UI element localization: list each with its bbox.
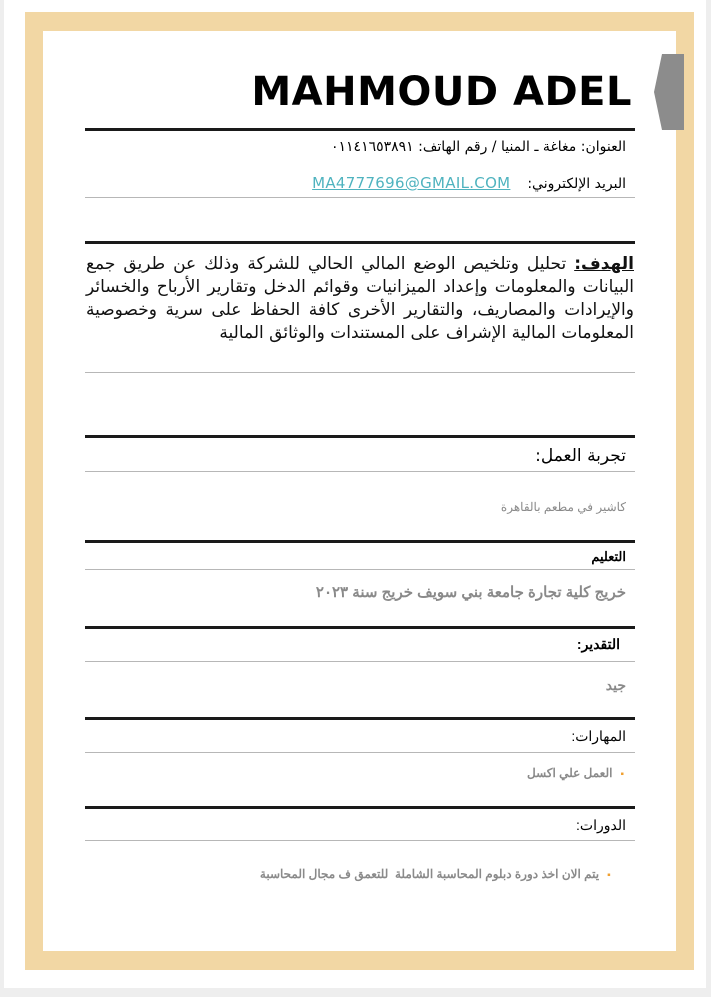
education-item: خريج كلية تجارة جامعة بني سويف خريج سنة ٢٠٢٣ xyxy=(315,584,626,601)
contact-address-phone: العنوان: مغاغة ـ المنيا / رقم الهاتف: ٠١١٤١٦٥٣٨٩١ xyxy=(330,139,626,155)
skills-heading: المهارات: xyxy=(571,728,626,744)
courses-list-item xyxy=(260,853,624,895)
course-label: يتم الان اخذ دورة دبلوم المحاسبة الشاملة للتعمق ف مجال المحاسبة xyxy=(259,867,600,881)
contact-email-row xyxy=(312,174,626,192)
email-label: البريد الإلكتروني: xyxy=(527,176,626,192)
page-content-area xyxy=(43,31,676,951)
divider-thin xyxy=(85,752,635,753)
divider-thin xyxy=(85,197,635,198)
side-tab-decoration xyxy=(654,54,684,130)
objective-text: تحليل وتلخيص الوضع المالي الحالي للشركة وذلك عن طريق جمع البيانات والمعلومات وإعداد الميزانيات وقوائم الدخل وتقارير الأرباح والخسائر والإيرادات والمصاريف، والتقارير الأخرى كافة الحفاظ على سرية وخصوصية المعلومات المالية الإشراف على المستندات والوثائق المالية xyxy=(86,254,634,343)
objective-label: الهدف: xyxy=(574,254,634,274)
divider-thick xyxy=(85,128,635,131)
document-page xyxy=(4,0,706,988)
divider-thick xyxy=(85,540,635,543)
divider-thin xyxy=(85,471,635,472)
bullet-icon: ▪ xyxy=(620,769,624,780)
divider-thick xyxy=(85,241,635,244)
divider-thin xyxy=(85,840,635,841)
grade-heading: التقدير: xyxy=(576,636,620,652)
experience-heading: تجربة العمل: xyxy=(535,446,626,466)
bullet-icon: ▪ xyxy=(607,870,611,881)
courses-heading: الدورات: xyxy=(576,817,626,833)
divider-thick xyxy=(85,626,635,629)
education-heading: التعليم xyxy=(591,549,626,564)
email-link[interactable]: MA4777696@GMAIL.COM xyxy=(312,174,511,192)
divider-thick xyxy=(85,435,635,438)
divider-thick xyxy=(85,806,635,809)
candidate-name: MAHMOUD ADEL xyxy=(251,69,632,115)
divider-thin xyxy=(85,569,635,570)
objective-paragraph xyxy=(86,253,634,345)
divider-thin xyxy=(85,661,635,662)
grade-item: جيد xyxy=(605,677,626,693)
experience-item: كاشير في مطعم بالقاهرة xyxy=(500,500,626,514)
skill-label: العمل علي اكسل xyxy=(527,766,613,780)
divider-thick xyxy=(85,717,635,720)
skills-list-item xyxy=(527,766,624,780)
divider-thin xyxy=(85,372,635,373)
